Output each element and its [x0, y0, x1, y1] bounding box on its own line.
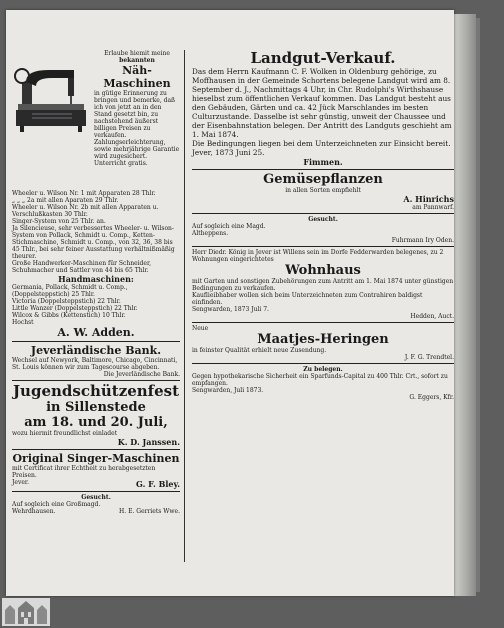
bank-title: Jeverländische Bank.: [30, 344, 162, 357]
divider-line: [192, 246, 454, 247]
notice-text: Herr Diedr. König in Jever ist Willens sein im Dorfe Fedderwarden belegenes, zu 2 Wohnungen eingerichtetes: [192, 249, 444, 263]
gemuese-sub: in allen Sorten empfiehlt: [285, 187, 361, 194]
hand-line: Wilcox & Gibbs (Kettenstich) 10 Thlr.: [12, 312, 126, 319]
landgut-sign: Fimmen.: [303, 157, 343, 167]
newspaper-page: [6, 10, 454, 596]
fest-invite: wozu hiermit freundlichst einladet: [12, 430, 118, 437]
bank-text: Wechsel auf Newyork, Baltimore, Chicago, Cincinnati, St. Louis können wir zum Tagescourse abgeben.: [12, 357, 178, 371]
book-spine: [454, 14, 476, 596]
price-line: Wheeler u. Wilson Nr. 1 mit Apparaten 28 Thlr.: [12, 190, 156, 197]
left-column: [12, 50, 180, 515]
hand-line: Germania, Pollack, Schmidt u. Comp., (Doppelsteppstich) 25 Thlr.: [12, 284, 128, 298]
bank-sign: Die Jeverländische Bank.: [103, 371, 180, 378]
gesucht-title: Gesucht.: [81, 494, 111, 501]
price-line: „ „ „ 2a mit allen Aparaten 29 Thlr.: [12, 197, 119, 204]
belegen-title: Zu belegen.: [303, 366, 343, 373]
gemuese-place: am Pannwarf.: [412, 204, 454, 211]
naeh-title: Näh-Maschinen: [103, 64, 171, 90]
wohnhaus-text-2: Kauflieibhaber wollen sich beim Unterzeichneten zum Contrahiren baldigst einfinden.: [192, 292, 423, 306]
singer-title: Original Singer-Maschinen: [12, 452, 180, 465]
price-line: Wheeler u. Wilson Nr. 2b mit allen Apparaten u. Verschlußkasten 30 Thlr.: [12, 204, 159, 218]
hand-line: Little Wanzer (Doppelsteppstich) 22 Thlr.: [12, 305, 138, 312]
belegen-date: Sengwarden, Juli 1873.: [192, 387, 264, 394]
hand-line: Victoria (Doppelsteppstich) 22 Thlr.: [12, 298, 121, 305]
fest-place: in Sillenstede: [46, 400, 146, 415]
sewing-machine-illustration: [12, 52, 90, 132]
wohnhaus-date: Sengwarden, 1873 Juli 7.: [192, 306, 269, 313]
singer-footer: [12, 479, 180, 489]
landgut-conditions: Die Bedingungen liegen bei dem Unterzeichneten zur Einsicht bereit.: [192, 139, 451, 148]
divider-line: [12, 380, 180, 381]
singer-sign: G. F. Bley.: [136, 479, 180, 489]
matjes-title: Maatjes-Heringen: [257, 332, 389, 347]
matjes-pre: Neue: [192, 325, 209, 332]
fest-sign: K. D. Janssen.: [117, 437, 180, 447]
matjes-sub: in feinster Qualität erhielt neue Zusendung.: [192, 347, 327, 354]
landgut-text: Das dem Herrn Kaufmann C. F. Wolken in Oldenburg gehörige, zu Moffhausen in der Gemeinde Schortens belegene Landgut wird am 8. September d. J., Nachmittags 4 Uhr, in Chr. Rudolphi's Wirthshause hieselbst zum öffentlichen Verkauf kommen. Das Landgut besteht aus den Gebäuden, Gärten und ca. 42 Jück Marschlandes im besten Culturzustande. Dasselbe ist sehr günstig, unweit der Chaussee und der Eisenbahnstation belegen. Der Antritt des Landguts geschieht am 1. Mai 1874.: [192, 67, 452, 139]
naeh-ad: [12, 50, 180, 190]
divider-line: [12, 449, 180, 450]
gesucht-sign: H. E. Gerriets Wwe.: [119, 508, 180, 515]
right-column: [192, 50, 454, 401]
wohnhaus-text: mit Garten und sonstigen Zubehörungen zum Antritt am 1. Mai 1874 unter günstigen Bedingungen zu verkaufen.: [192, 278, 454, 292]
gesucht-place: Wehrdhausen.: [12, 508, 56, 515]
gesucht-text: Auf sogleich eine Großmagd.: [12, 501, 101, 508]
page-edge: [476, 18, 480, 592]
hand-line: Hochst: [12, 319, 34, 326]
adden-name: A. W. Adden.: [57, 326, 135, 339]
intro-line-2: bekannten: [119, 57, 155, 64]
wohnhaus-sign: Hedden, Auct.: [410, 313, 454, 320]
singer-place: Jever.: [12, 479, 30, 486]
price-line: Singer-System von 25 Thlr. an.: [12, 218, 106, 225]
price-line: Ja Silencieuse, sehr verbessertes Wheeler- u. Wilson-System von Pollack, Schmidt u. Comp., Ketten-Stichmaschine, Schmidt u. Comp., von 32, 36, 38 bis 45 Thlr., bei sehr feiner Ausstattung verhältnißmäßig theurer.: [12, 225, 175, 260]
library-logo: [2, 598, 50, 626]
landgut-title: Landgut-Verkauf.: [250, 49, 396, 67]
gesucht-footer: [12, 508, 180, 515]
divider-line: [192, 213, 454, 214]
gesucht2-place: Altheppens.: [192, 230, 229, 237]
gesucht2-sign: Fuhrmann Iry Oden.: [391, 237, 454, 244]
naeh-text: in gütige Erinnerung zu bringen und bemerke, daß ich von jetzt an in den Stand gesetzt bin, zu nachstehend äußerst billigen Preisen zu verkaufen. Zahlungserleichterung, sowie mehrjährige Garantie wird zugesichert. Unterricht gratis.: [94, 90, 180, 167]
fest-title: Jugendschützenfest: [12, 382, 180, 400]
intro-line-1: Erlaube hiemit meine: [104, 50, 170, 57]
divider-line: [12, 491, 180, 492]
naeh-intro: [94, 50, 180, 167]
divider-line: [12, 341, 180, 342]
singer-sub: mit Certificat ihrer Echtheit zu herabgesetzten Preisen.: [12, 465, 156, 479]
divider-line: [192, 363, 454, 364]
gesucht2-title: Gesucht.: [308, 216, 338, 223]
landgut-date: Jever, 1873 Juni 25.: [192, 148, 265, 157]
matjes-sign: J. F. G. Trendtel.: [404, 354, 454, 361]
hand-title: Handmaschinen:: [58, 274, 134, 284]
gemuese-title: Gemüsepflanzen: [263, 172, 383, 187]
wohnhaus-title: Wohnhaus: [285, 263, 361, 278]
belegen-text: Gegen hypothekarische Sicherheit ein Sparfunds-Capital zu 400 Thlr. Crt., sofort zu empfangen.: [192, 373, 448, 387]
fest-date: am 18. und 20. Juli,: [24, 415, 168, 430]
divider-line: [192, 322, 454, 323]
price-line: Große Handwerker-Maschinen für Schneider, Schuhmacher und Sattler von 44 bis 65 Thlr.: [12, 260, 152, 274]
belegen-sign: G. Eggers, Kfr.: [409, 394, 454, 401]
column-divider: [184, 50, 185, 562]
gemuese-name: A. Hinrichs: [403, 194, 454, 204]
divider-line: [192, 169, 454, 170]
gesucht2-text: Auf sogleich eine Magd.: [192, 223, 266, 230]
